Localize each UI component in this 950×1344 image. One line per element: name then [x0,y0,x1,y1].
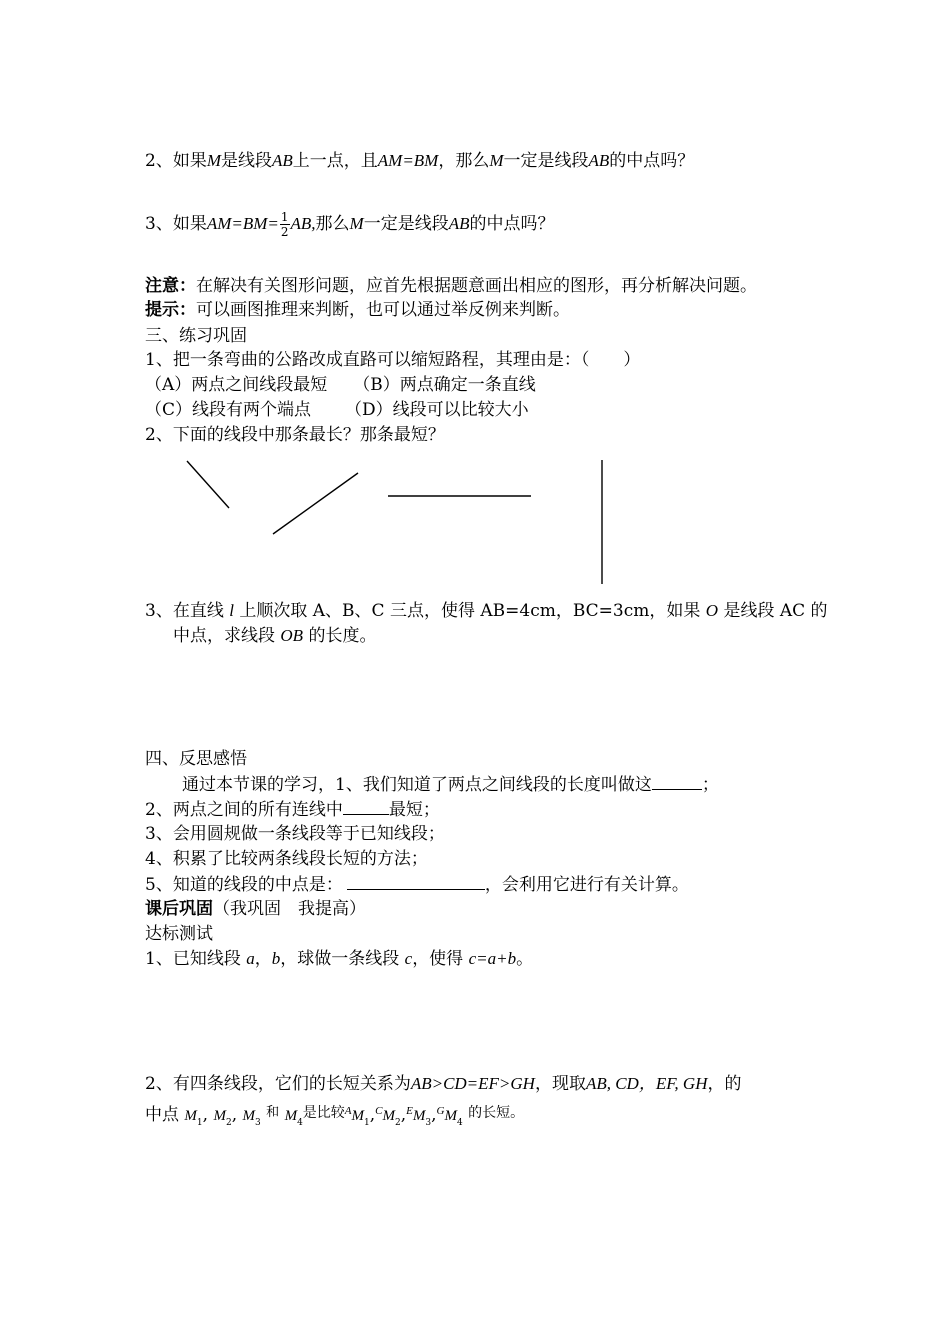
blank-5 [347,873,485,890]
hint-line: 提示：可以画图推理来判断，也可以通过举反例来判断。 [145,300,570,320]
option-d: （D）线段可以比较大小 [345,400,529,420]
reflection-2: 2、两点之间的所有连线中 最短； [145,800,440,820]
section-reflection-title: 四、反思感悟 [145,749,247,769]
practice-1-stem: 1、把一条弯曲的公路改成直路可以缩短路程，其理由是：（ ） [145,350,641,370]
blank-2 [343,798,389,815]
blank-1 [652,773,702,790]
practice-3-line2: 中点，求线段 OB 的长度。 [173,626,377,646]
test-1: 1、已知线段 a，b，球做一条线段 c，使得 c=a+b。 [145,949,534,969]
segment-1 [187,461,229,508]
fraction-one-half: $\frac{1}{2}$ [280,210,289,239]
option-b: （B）两点确定一条直线 [353,375,536,395]
reflection-1: 通过本节课的学习，1、我们知道了两点之间线段的长度叫做这 ； [182,775,719,795]
reflection-4: 4、积累了比较两条线段长短的方法； [145,849,428,869]
note-line: 注意：在解决有关图形问题，应首先根据题意画出相应的图形，再分析解决问题。 [145,276,757,296]
question-3: 3、如果AM=BM= $\frac{1}{2}$ AB,那么M一定是线段AB的中点吗？ [145,210,555,239]
test-2-line1: 2、有四条线段，它们的长短关系为AB>CD=EF>GH，现取AB, CD，EF, GH，的 [145,1074,742,1094]
option-c: （C）线段有两个端点 [145,400,312,420]
practice-2-stem: 2、下面的线段中那条最长？那条最短？ [145,425,445,445]
test-2-line2: 中点 $M_1$, $M_2$, $M_3$ $^和$ $M_4$是比较$^AM_1,^CM_2,^EM_3,^GM_4$ 的长短。 [145,1105,525,1128]
segment-2 [273,473,358,534]
option-a: （A）两点之间线段最短 [145,375,328,395]
test-title: 达标测试 [145,924,213,944]
section-practice-title: 三、练习巩固 [145,326,247,346]
reflection-3: 3、会用圆规做一条线段等于已知线段； [145,824,445,844]
practice-3-line1: 3、在直线 l 上顺次取 A、B、C 三点，使得 AB=4cm，BC=3cm，如果 O 是线段 AC 的 [145,601,828,621]
after-class-title: 课后巩固（我巩固 我提高） [145,899,366,919]
reflection-5: 5、知道的线段的中点是： ，会利用它进行有关计算。 [145,875,689,895]
question-2: 2、如果M是线段AB上一点，且AM=BM，那么M一定是线段AB的中点吗？ [145,151,695,171]
